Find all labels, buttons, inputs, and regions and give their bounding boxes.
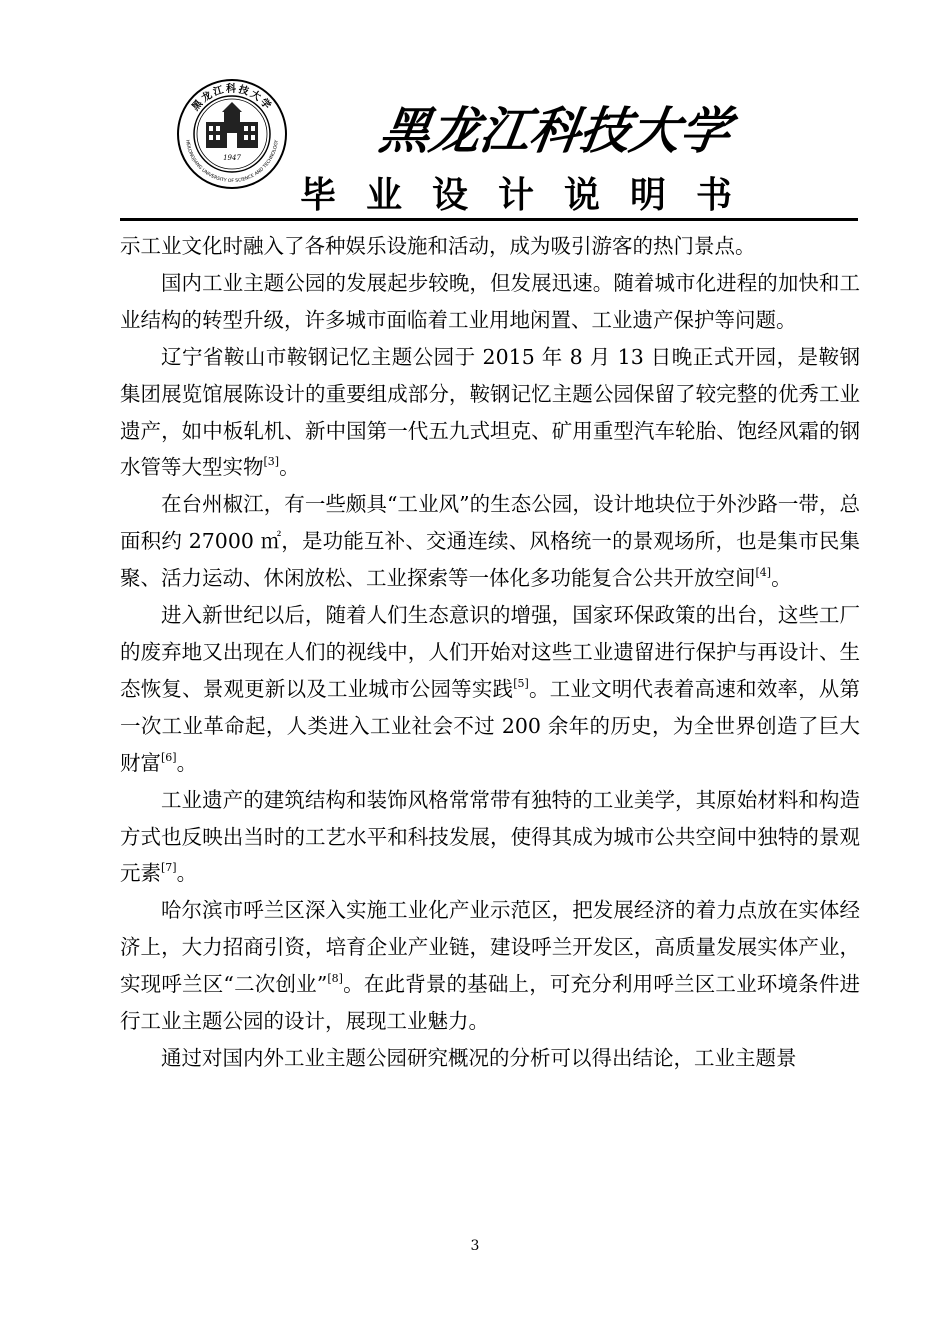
header-rule — [120, 218, 858, 221]
university-name: 黑龙江科技大学 — [375, 101, 735, 160]
citation: [8] — [327, 972, 343, 986]
citation: [3] — [263, 455, 280, 469]
paragraph: 工业遗产的建筑结构和装饰风格常常带有独特的工业美学，其原始材料和构造方式也反映出当时的工艺水平和科技发展，使得其成为城市公共空间中独特的景观元素[7]。 — [120, 787, 860, 886]
paragraph: 通过对国内外工业主题公园研究概况的分析可以得出结论，工业主题景 — [161, 1045, 797, 1070]
document-body — [120, 228, 860, 1077]
document-header — [0, 0, 950, 230]
paragraph: 国内工业主题公园的发展起步较晚，但发展迅速。随着城市化进程的加快和工业结构的转型升级，许多城市面临着工业用地闲置、工业遗产保护等问题。 — [120, 270, 860, 332]
citation: [5] — [513, 676, 529, 690]
paragraph: 在台州椒江，有一些颇具“工业风”的生态公园，设计地块位于外沙路一带，总面积约 27000 ㎡，是功能互补、交通连续、风格统一的景观场所，也是集市民集聚、活力运动、休闲放松、工业探索等一体化多功能复合公共开放空间[4]。 — [120, 492, 860, 591]
page-number: 3 — [470, 1238, 480, 1254]
seal-year: 1947 — [223, 154, 241, 162]
paragraph: 哈尔滨市呼兰区深入实施工业化产业示范区，把发展经济的着力点放在实体经济上，大力招商引资，培育企业产业链，建设呼兰开发区，高质量发展实体产业，实现呼兰区“二次创业”[8]。在此背景的基础上，可充分利用呼兰区工业环境条件进行工业主题公园的设计，展现工业魅力。 — [120, 898, 861, 1034]
document-title: 毕业设计说明书 — [300, 174, 763, 216]
paragraph: 进入新世纪以后，随着人们生态意识的增强，国家环保政策的出台，这些工厂的废弃地又出现在人们的视线中，人们开始对这些工业遗留进行保护与再设计、生态恢复、景观更新以及工业城市公园等实践[5]。工业文明代表着高速和效率，从第一次工业革命起，人类进入工业社会不过 200 余年的历史，为全世界创造了巨大财富[6]。 — [120, 603, 861, 775]
seal-bottom-text: HEILONGJIANG UNIVERSITY OF SCIENCE AND TECHNOLOGY — [184, 139, 280, 185]
paragraph: 示工业文化时融入了各种娱乐设施和活动，成为吸引游客的热门景点。 — [120, 234, 756, 258]
seal-top-text: 黑龙江科技大学 — [190, 84, 274, 114]
citation: [6] — [161, 750, 177, 764]
university-seal-icon — [176, 78, 288, 190]
citation: [4] — [755, 566, 772, 580]
citation: [7] — [161, 861, 177, 875]
paragraph: 辽宁省鞍山市鞍钢记忆主题公园于 2015 年 8 月 13 日晚正式开园，是鞍钢集团展览馆展陈设计的重要组成部分，鞍钢记忆主题公园保留了较完整的优秀工业遗产，如中板轧机、新中国第一代五九式坦克、矿用重型汽车轮胎、饱经风霜的钢水管等大型实物[3]。 — [120, 344, 860, 480]
